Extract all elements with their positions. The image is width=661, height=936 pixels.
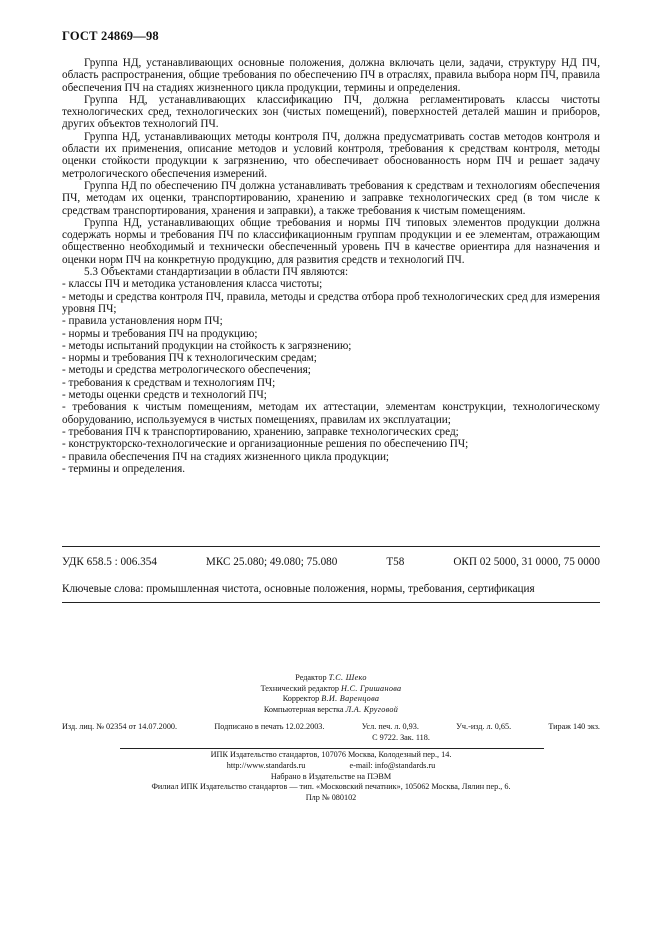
credit-name: В.И. Варенцова [321,694,380,704]
okp-code: ОКП 02 5000, 31 0000, 75 0000 [453,556,600,568]
t-code: Т58 [386,556,405,568]
imprint-website: http://www.standards.ru [226,760,306,770]
license: Изд. лиц. № 02354 от 14.07.2000. [62,722,178,731]
list-item: - нормы и требования ПЧ на продукцию; [62,327,258,340]
circulation: Тираж 140 экз. [548,722,600,731]
paragraph: Группа НД, устанавливающих общие требования и нормы ПЧ типовых элементов продукции должна содержать нормы и требования ПЧ по классификационным группам продукции и ее элементам, отражающим общественно необходимый и технически обеспеченный уровень ПЧ в качестве ориентира для назначения и оценки норм ПЧ на конкретную продукцию, для развития средств и технологий ПЧ. [62,216,600,266]
imprint-email: e-mail: info@standards.ru [349,760,436,770]
document-header: ГОСТ 24869—98 [62,29,159,43]
imprint-printer: Филиал ИПК Издательство стандартов — тип. «Московский печатник», 105062 Москва, Лялин пер., 6. [151,782,511,792]
credit-layout [62,705,600,716]
credit-label: Технический редактор [260,683,339,693]
imprint-contacts [62,761,600,772]
credit-label: Компьютерная верстка [263,704,344,714]
list-item: - конструкторско-технологические и организационные решения по обеспечению ПЧ; [62,438,469,451]
imprint-typeset: Набрано в Издательстве на ПЭВМ [270,771,392,781]
paragraph: Группа НД, устанавливающих классификацию ПЧ, должна регламентировать классы чистоты технологических сред, технологических зон (чистых помещений), поверхностей деталей машин и приборов, других объектов технологий ПЧ. [62,93,600,131]
list-item: - методы и средства метрологического обеспечения; [62,364,311,377]
list-item: - классы ПЧ и методика установления класса чистоты; [62,278,323,291]
credit-label: Корректор [282,694,320,704]
pub-sheets: Уч.-изд. л. 0,65. [456,722,512,731]
paragraph: Группа НД по обеспечению ПЧ должна устанавливать требования к средствам и технологиям обеспечения ПЧ, методам их оценки, транспортированию, хранению и заправке технологических сред (в том числе к средствам транспортирования, хранения и заправки), а также требования к чистым помещениям. [62,179,600,217]
imprint-publisher: ИПК Издательство стандартов, 107076 Москва, Колодезный пер., 14. [210,750,452,759]
list-item: - требования к чистым помещениям, методам их аттестации, элементам конструкции, технологическому оборудованию, используемуся в чистых помещениях, правилам их эксплуатации; [62,401,600,426]
list-item: - методы испытаний продукции на стойкость к загрязнению; [62,339,352,352]
keywords: Ключевые слова: промышленная чистота, основные положения, нормы, требования, сертификация [62,583,535,595]
list-item: - правила обеспечения ПЧ на стадиях жизненного цикла продукции; [62,450,390,463]
classification-codes [62,556,600,568]
divider [120,748,544,749]
credit-name: Л.А. Круговой [345,704,399,714]
list-item: - термины и определения. [62,462,186,475]
order-line: С 9722. Зак. 118. [372,732,430,742]
divider [62,602,600,603]
list-item: - методы и средства контроля ПЧ, правила, методы и средства отбора проб технологических сред для измерения уровня ПЧ; [62,290,600,315]
imprint-plr: Плр № 080102 [305,793,357,803]
list-item: - нормы и требования ПЧ к технологическим средам; [62,352,317,365]
standardization-objects-list [62,278,600,475]
credits-block [62,673,600,715]
list-item: - правила установления норм ПЧ; [62,315,223,328]
credit-tech-editor [62,684,600,695]
list-item: - требования ПЧ к транспортированию, хранению, заправке технологических сред; [62,425,459,438]
credit-corrector [62,694,600,705]
imprint-block [62,750,600,804]
mks-code: МКС 25.080; 49.080; 75.080 [205,556,338,568]
publication-details [62,722,600,743]
document-body [62,57,600,475]
credit-editor [62,673,600,684]
paragraph: Группа НД, устанавливающих методы контроля ПЧ, должна предусматривать состав методов контроля и области их применения, описание методов и условий контроля, требования к средствам контроля, методы оценки стойкости продукции к загрязнению, что обеспечивает обоснованность норм ПЧ и решает задачу метрологического обеспечения измерений. [62,130,600,180]
signed-date: Подписано в печать 12.02.2003. [214,722,325,731]
credit-label: Редактор [295,673,327,682]
list-item: - требования к средствам и технологиям ПЧ; [62,376,276,389]
credit-name: Н.С. Гришанова [341,683,402,693]
paragraph: Группа НД, устанавливающих основные положения, должна включать цели, задачи, структуру НД ПЧ, область распространения, общие требования по обеспечению ПЧ в отраслях, правила выбора норм ПЧ, правила обеспечения ПЧ на стадиях жизненного цикла продукции, термины и определения. [62,57,600,94]
divider [62,546,600,547]
print-sheets: Усл. печ. л. 0,93. [361,722,419,731]
credit-name: Т.С. Шеко [328,673,367,682]
udk-code: УДК 658.5 : 006.354 [62,556,157,568]
list-item: - методы оценки средств и технологий ПЧ; [62,389,267,402]
section-heading: 5.3 Объектами стандартизации в области ПЧ являются: [84,266,349,279]
